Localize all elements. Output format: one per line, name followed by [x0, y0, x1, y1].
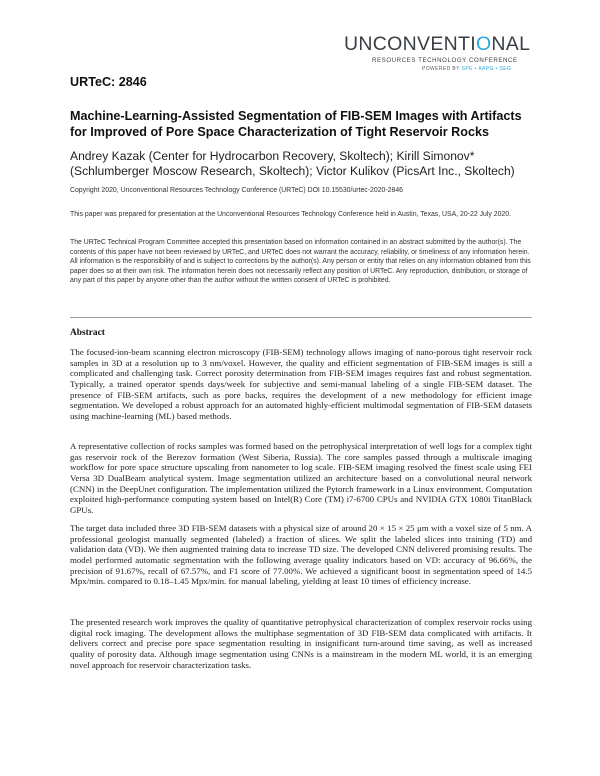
logo-subtitle: RESOURCES TECHNOLOGY CONFERENCE: [372, 57, 518, 64]
abstract-paragraph-2: A representative collection of rocks samples was formed based on the petrophysical interpretation of well logs for a complex tight gas reservoir rock of the Berezov formation (West Siberia, Russia). The core samples passed through a multiscale imaging workflow for pore space structure upscaling from nanometer to log scale. FIB-SEM imaging resolved the finest scale using FEI Versa 3D DualBeam analytical system. Image segmentation utilized an architecture based on a convolutional neural network (CNN) in the DeepUnet configuration. The implementation utilized the Pytorch framework in a Linux environment. Computation exploited high-performance computing system based on Intel(R) Core (TM) i7-6700 CPUs and NVIDIA GTX 1080i TitanBlack GPUs.: [70, 441, 532, 515]
logo-powered-by: POWERED BY SPE • AAPG • SEG: [422, 66, 512, 72]
abstract-paragraph-3: The target data included three 3D FIB-SEM datasets with a physical size of around 20 × 15 × 25 μm with a voxel size of 5 nm. A professional geologist manually segmented (labeled) a fraction of slices. We split the labeled slices into training (TD) and validation data (VD). We then augmented training data to increase TD size. The developed CNN delivered promising results. The model performed automatic segmentation with the following average quality indicators based on VD: accuracy of 96.66%, the precision of 91.67%, recall of 67.57%, and F1 score of 77.00%. We achieved a significant boost in segmentation speed of 14.5 Mpx/min. compared to 0.18–1.45 Mpx/min. for manual labeling, yielding at least 10 times of efficiency increase.: [70, 523, 532, 587]
presentation-note: This paper was prepared for presentation at the Unconventional Resources Technology Conference held in Austin, Texas, USA, 20-22 July 2020.: [70, 211, 512, 218]
committee-note: The URTeC Technical Program Committee accepted this presentation based on information contained in an abstract submitted by the author(s). The contents of this paper have not been reviewed by URTeC, and URTeC does not warrant the accuracy, reliability, or timeliness of any information herein. All information is the responsibility of and is subject to corrections by the author(s). Any person or entity that relies on any information obtained from this paper does so at their own risk. The information herein does not necessarily reflect any position of URTeC. Any reproduction, distribution, or storage of any part of this paper by anyone other than the author without the written consent of URTeC is prohibited.: [70, 239, 531, 285]
logo-wordmark: UNCONVENTIONAL: [344, 33, 531, 55]
section-divider: [70, 317, 532, 318]
paper-authors: Andrey Kazak (Center for Hydrocarbon Recovery, Skoltech); Kirill Simonov* (Schlumberger Moscow Research, Skoltech); Victor Kulikov (PicsArt Inc., Skoltech): [70, 149, 515, 179]
abstract-paragraph-1: The focused-ion-beam scanning electron microscopy (FIB-SEM) technology allows imaging of nano-porous tight reservoir rock samples in 3D at a resolution up to 3 nm/voxel. However, the quality and efficient segmentation of FIB-SEM images is still a complicated and challenging task. Correct porosity determination from FIB-SEM images requires fast and robust segmentation. Typically, a trained operator spends days/week for subjective and semi-manual labeling of a single FIB-SEM dataset. The presence of FIB-SEM artifacts, such as pore backs, requires the development of a new methodology for efficient image segmentation. We developed a robust approach for an automated highly-efficient multimodal segmentation of FIB-SEM datasets using machine-learning (ML) based methods.: [70, 347, 532, 421]
abstract-heading: Abstract: [70, 328, 105, 338]
paper-title: Machine-Learning-Assisted Segmentation of FIB-SEM Images with Artifacts for Improved of Pore Space Characterization of Tight Reservoir Rocks: [70, 109, 522, 139]
copyright-line: Copyright 2020, Unconventional Resources Technology Conference (URTeC) DOI 10.15530/urtec-2020-2846: [70, 187, 403, 194]
abstract-paragraph-4: The presented research work improves the quality of quantitative petrophysical characterization of complex reservoir rocks using digital rock imaging. The development allows the multiphase segmentation of 3D FIB-SEM data complicated with artifacts. It delivers correct and precise pore space segmentation resulting in insignificant turn-around time saving, as well as increased quality of porosity data. Although image segmentation using CNNs is a mainstream in the modern ML world, it is an emerging novel approach for reservoir characterization tasks.: [70, 617, 532, 670]
conference-logo: [344, 33, 530, 81]
paper-id: URTeC: 2846: [70, 75, 147, 89]
logo-gear-o: O: [387, 33, 403, 55]
logo-drop-o: O: [475, 33, 492, 55]
